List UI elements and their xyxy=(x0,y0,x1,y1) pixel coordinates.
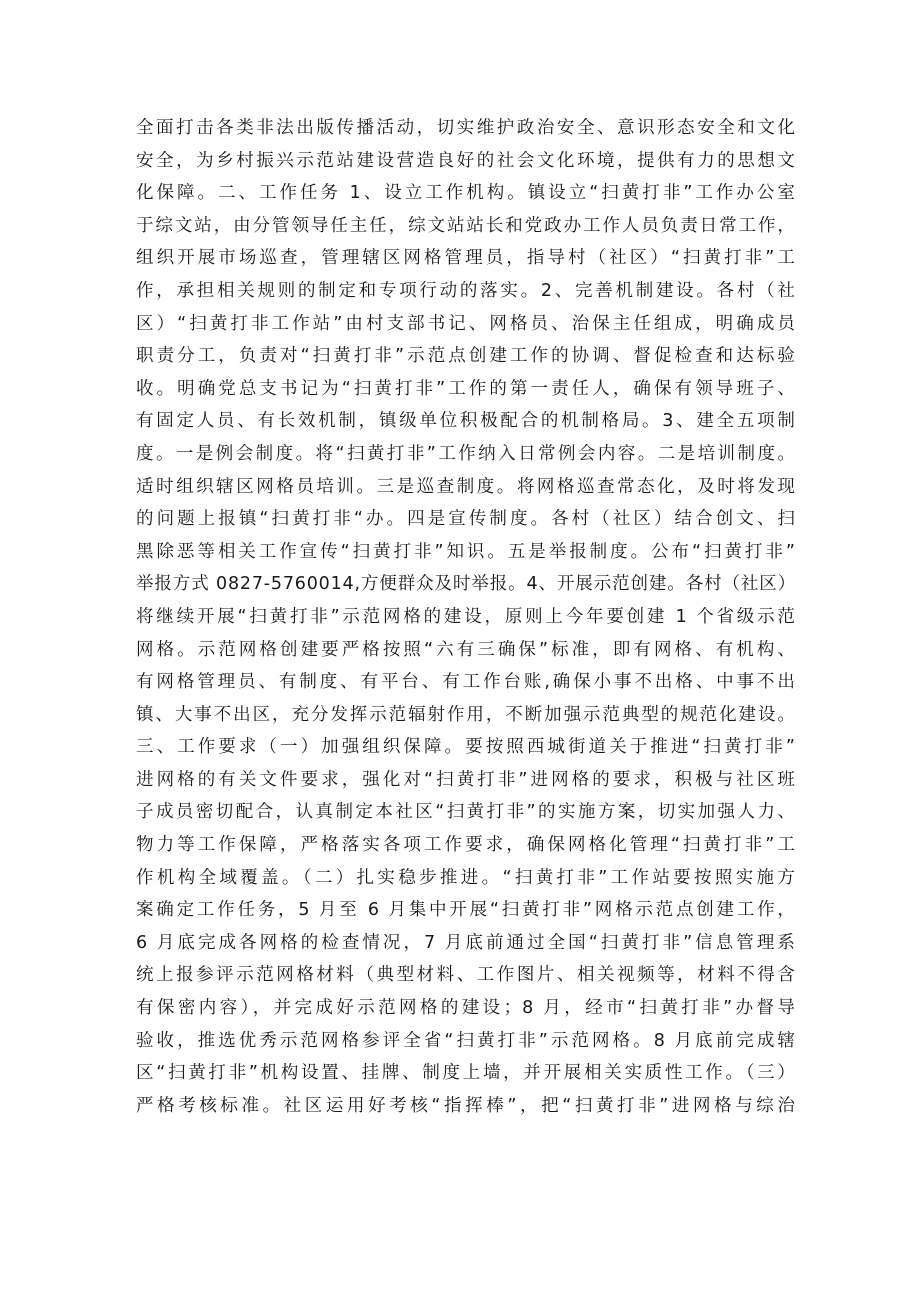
text-line: 严格考核标准。社区运用好考核“指挥棒”，把“扫黄打非”进网格与综治 xyxy=(136,1095,796,1116)
text-line: 6 月底完成各网格的检查情况，7 月底前通过全国“扫黄打非”信息管理系 xyxy=(136,932,796,953)
text-line: 有固定人员、有长效机制，镇级单位积极配合的机制格局。3、建全五项制 xyxy=(136,411,796,432)
text-line: 黑除恶等相关工作宣传“扫黄打非”知识。五是举报制度。公布“扫黄打非” xyxy=(136,541,796,562)
body-text xyxy=(136,112,796,1122)
text-line: 有保密内容），并完成好示范网格的建设；8 月，经市“扫黄打非”办督导 xyxy=(136,998,796,1019)
text-line: 统上报参评示范网格材料（典型材料、工作图片、相关视频等，材料不得含 xyxy=(136,965,796,986)
text-line: 于综文站，由分管领导任主任，综文站站长和党政办工作人员负责日常工作， xyxy=(136,215,796,236)
text-line: 作机构全域覆盖。（二）扎实稳步推进。“扫黄打非”工作站要按照实施方 xyxy=(136,867,796,888)
text-line: 将继续开展“扫黄打非”示范网格的建设，原则上今年要创建 1 个省级示范 xyxy=(136,606,796,627)
text-line: 全面打击各类非法出版传播活动，切实维护政治安全、意识形态安全和文化 xyxy=(136,118,796,138)
text-line: 职责分工，负责对“扫黄打非”示范点创建工作的协调、督促检查和达标验 xyxy=(136,346,796,367)
text-line: 区）“扫黄打非工作站”由村支部书记、网格员、治保主任组成，明确成员 xyxy=(136,313,796,334)
text-line: 三、工作要求（一）加强组织保障。要按照西城街道关于推进“扫黄打非” xyxy=(136,737,796,758)
text-line: 有网格管理员、有制度、有平台、有工作台账,确保小事不出格、中事不出 xyxy=(136,672,796,693)
text-line: 子成员密切配合，认真制定本社区“扫黄打非”的实施方案，切实加强人力、 xyxy=(136,802,796,823)
text-line: 适时组织辖区网格员培训。三是巡查制度。将网格巡查常态化，及时将发现 xyxy=(136,476,796,497)
text-line: 收。明确党总支书记为“扫黄打非”工作的第一责任人，确保有领导班子、 xyxy=(136,378,796,399)
text-line: 物力等工作保障，严格落实各项工作要求，确保网格化管理“扫黄打非”工 xyxy=(136,835,796,856)
text-line: 案确定工作任务，5 月至 6 月集中开展“扫黄打非”网格示范点创建工作， xyxy=(136,900,796,921)
text-line: 镇、大事不出区，充分发挥示范辐射作用，不断加强示范典型的规范化建设。 xyxy=(136,704,796,725)
text-line: 度。一是例会制度。将“扫黄打非”工作纳入日常例会内容。二是培训制度。 xyxy=(136,443,796,464)
text-line: 作，承担相关规则的制定和专项行动的落实。2、完善机制建设。各村（社 xyxy=(136,280,796,301)
text-line: 化保障。二、工作任务 1、设立工作机构。镇设立“扫黄打非”工作办公室 xyxy=(136,183,796,204)
text-line: 网格。示范网格创建要严格按照“六有三确保”标准，即有网格、有机构、 xyxy=(136,639,796,660)
text-line: 组织开展市场巡查，管理辖区网格管理员，指导村（社区）“扫黄打非”工 xyxy=(136,248,796,269)
text-line: 举报方式 0827-5760014,方便群众及时举报。4、开展示范创建。各村（社区） xyxy=(136,574,796,595)
text-line: 进网格的有关文件要求，强化对“扫黄打非”进网格的要求，积极与社区班 xyxy=(136,769,796,790)
text-line: 安全，为乡村振兴示范站建设营造良好的社会文化环境，提供有力的思想文 xyxy=(136,150,796,171)
text-line: 区“扫黄打非”机构设置、挂牌、制度上墙，并开展相关实质性工作。（三） xyxy=(136,1063,796,1084)
text-line: 的问题上报镇“扫黄打非“办。四是宣传制度。各村（社区）结合创文、扫 xyxy=(136,509,796,530)
text-line: 验收，推选优秀示范网格参评全省“扫黄打非”示范网格。8 月底前完成辖 xyxy=(136,1030,796,1051)
